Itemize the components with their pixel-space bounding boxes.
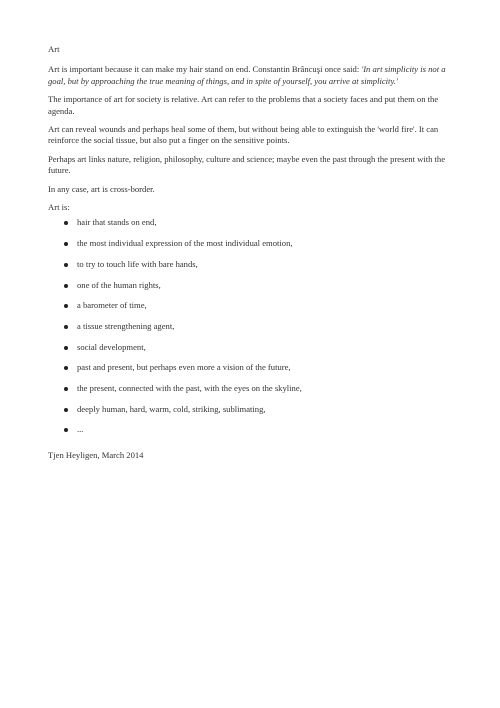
document-title: Art <box>48 44 60 54</box>
list-item: social development, <box>48 342 460 353</box>
bullet-icon <box>64 284 68 288</box>
document-page <box>48 44 460 468</box>
list-item: the present, connected with the past, with the eyes on the skyline, <box>48 383 460 394</box>
signature: Tjen Heyligen, March 2014 <box>48 449 144 460</box>
bullet-icon <box>64 304 68 308</box>
bullet-icon <box>64 346 68 350</box>
bullet-icon <box>64 325 68 329</box>
list-item: one of the human rights, <box>48 280 460 291</box>
bullet-icon <box>64 366 68 370</box>
list-item: deeply human, hard, warm, cold, striking, sublimating, <box>48 404 460 415</box>
bullet-icon <box>64 387 68 391</box>
paragraph-1-text: Art is important because it can make my hair stand on end. Constantin Brâncuşi once said: <box>48 64 362 75</box>
paragraph-4: Perhaps art links nature, religion, philosophy, culture and science; maybe even the past through the present with the future. <box>48 153 446 176</box>
paragraph-3: Art can reveal wounds and perhaps heal some of them, but without being able to extinguish the 'world fire'. It can reinforce the social tissue, but also put a finger on the sensitive points. <box>48 124 439 146</box>
list-item: past and present, but perhaps even more a vision of the future, <box>48 362 460 373</box>
art-list <box>48 217 460 435</box>
bullet-icon <box>64 428 68 432</box>
list-item: a barometer of time, <box>48 300 460 311</box>
paragraph-2: The importance of art for society is relative. Art can refer to the problems that a society faces and put them on the agenda. <box>48 94 439 116</box>
bullet-icon <box>64 408 68 412</box>
paragraph-1 <box>48 64 460 87</box>
bullet-icon <box>64 242 68 246</box>
bullet-icon <box>64 263 68 267</box>
list-item: a tissue strengthening agent, <box>48 321 460 332</box>
paragraph-5: In any case, art is cross-border. <box>48 183 155 194</box>
brancusi-quote: 'In art simplicity is not a goal, but by approaching the true meaning of things, and in spite of yourself, you arrive at simplicity.' <box>48 64 446 86</box>
list-item: ... <box>48 424 460 435</box>
bullet-icon <box>64 221 68 225</box>
list-item: hair that stands on end, <box>48 217 460 228</box>
list-intro: Art is: <box>48 202 70 213</box>
list-item: the most individual expression of the most individual emotion, <box>48 238 460 249</box>
list-item: to try to touch life with bare hands, <box>48 259 460 270</box>
